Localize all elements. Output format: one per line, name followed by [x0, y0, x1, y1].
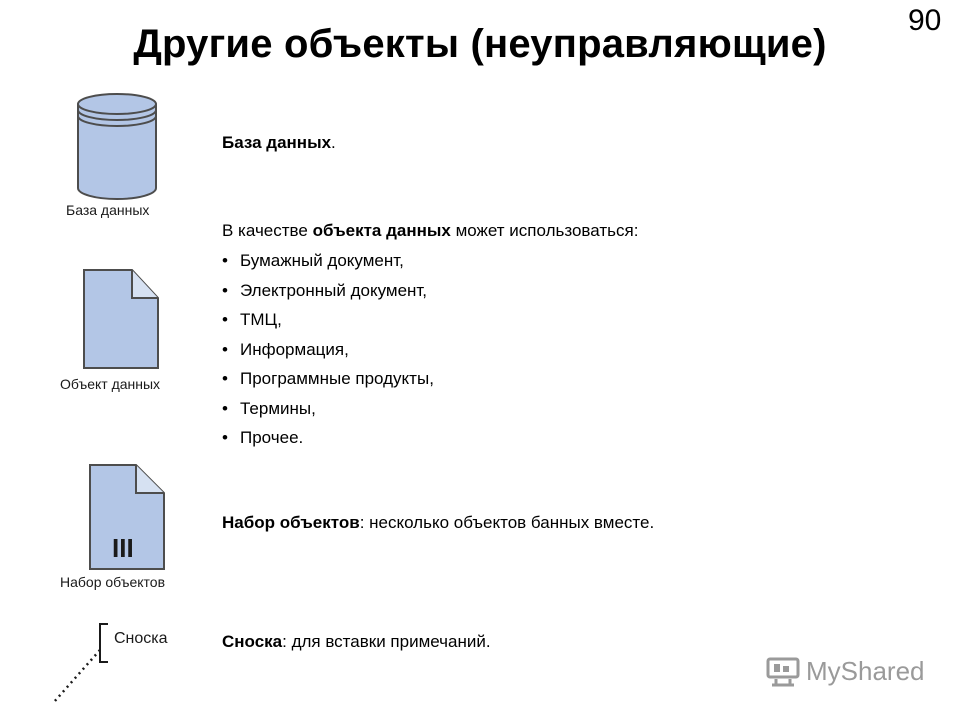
data-object-term: объекта данных	[312, 221, 451, 240]
data-object-bullet-list	[222, 246, 434, 453]
object-set-term: Набор объектов	[222, 513, 360, 532]
footnote-description	[222, 627, 491, 657]
list-item: • Программные продукты,	[222, 364, 434, 394]
database-icon	[76, 92, 158, 202]
object-set-icon	[88, 463, 166, 571]
database-icon-caption: База данных	[66, 202, 150, 218]
list-item: • ТМЦ,	[222, 305, 434, 335]
footnote-icon	[50, 618, 110, 708]
database-rest: .	[331, 133, 336, 152]
object-set-mark: III	[112, 533, 134, 563]
watermark-text: MyShared	[806, 656, 925, 686]
list-item: • Информация,	[222, 335, 434, 365]
footnote-term: Сноска	[222, 632, 283, 651]
list-item: • Бумажный документ,	[222, 246, 434, 276]
data-object-icon-caption: Объект данных	[60, 376, 161, 392]
object-set-description	[222, 508, 654, 538]
data-object-icon	[82, 268, 160, 370]
data-object-suffix: может использоваться:	[450, 221, 639, 240]
object-set-icon-caption: Набор объектов	[60, 574, 166, 590]
footnote-icon-caption: Сноска	[114, 630, 168, 647]
database-description	[222, 128, 336, 158]
watermark	[766, 656, 925, 687]
list-item: • Термины,	[222, 394, 434, 424]
database-term: База данных	[222, 133, 332, 152]
data-object-description	[222, 216, 638, 246]
list-item: • Прочее.	[222, 423, 434, 453]
watermark-logo-icon	[766, 657, 800, 687]
page-number: 90	[908, 4, 942, 37]
data-object-prefix: В качестве	[222, 221, 313, 240]
footnote-rest: : для вставки примечаний.	[282, 632, 491, 651]
slide-title: Другие объекты (неуправляющие)	[133, 22, 827, 66]
list-item: • Электронный документ,	[222, 276, 434, 306]
object-set-rest: : несколько объектов банных вместе.	[359, 513, 655, 532]
